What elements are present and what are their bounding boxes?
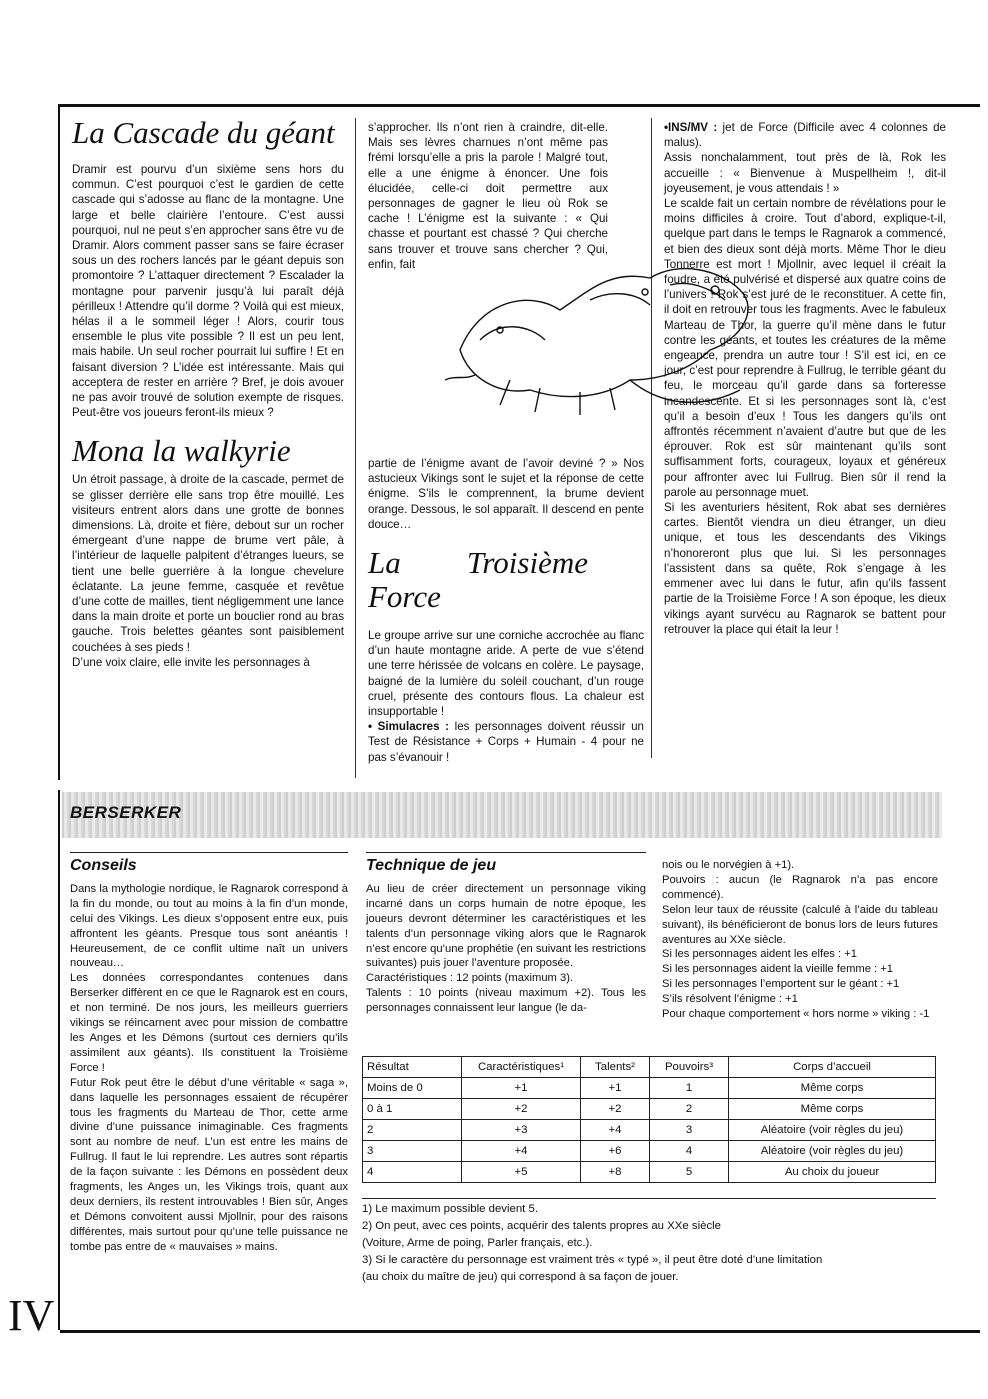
bottom-rule xyxy=(60,1330,980,1333)
berserker-band xyxy=(62,792,942,838)
table-cell: Même corps xyxy=(729,1099,936,1120)
conseils-column xyxy=(70,852,348,1255)
paragraph: Talents : 10 points (niveau maximum +2). Tous les personnages connaissent leur langue (le da- xyxy=(366,987,646,1015)
paragraph: Un étroit passage, à droite de la cascade, permet de se glisser derrière elle sans trop être mouillé. Les visiteurs entrent alors dans une grotte de bonnes dimensions. Là, droite et fière, debout sur un rocher émergeant d’une nappe de brume vert pâle, à l’intérieur de laquelle palpitent d’étranges lueurs, se tient une belle guerrière à la longue chevelure éclatante. La jeune femme, casquée et revêtue d’une cotte de mailles, tient négligemment une lance dans la main droite et porte un bouclier rond au bras gauche. Trois belettes géantes sont paisiblement couchées à ses pieds ! xyxy=(72,473,344,654)
table-cell: 1 xyxy=(650,1078,729,1099)
paragraph: Dramir est pourvu d’un sixième sens hors du commun. C’est pourquoi c’est le gardien de cette cascade qui s’adosse au flanc de la montagne. Une large et belle clairière l’entoure. C’est aussi pourquoi, nul ne peut s’en approcher sans être vu de Dramir. Alors comment passer sans se faire écraser sous un des rochers lancés par le géant depuis son promontoire ? L’attaquer directement ? Escalader la montagne pour parvenir jusqu’à lui paraît déjà périlleux ! Attendre qu’il dorme ? Voilà qui est mieux, hélas il a le sommeil léger ! Alors, courir tous ensemble le plus vite possible ? Il est un peu lent, mais habile. Un seul rocher pourrait lui suffire ! Et en faisant diversion ? L’idée est intéressante. Mais qui acceptera de rester en arrière ? Bref, je dois avouer ne pas avoir trouvé de solution exempte de risques. Peut-être vos joueurs feront-ils mieux ? xyxy=(72,163,344,420)
paragraph: Assis nonchalamment, tout près de là, Rok les accueille : « Bienvenue à Muspellheim !, dit-il joyeusement, je vous attendais ! » xyxy=(664,151,946,195)
table-cell: +1 xyxy=(581,1078,650,1099)
column-3 xyxy=(664,120,946,637)
table-header-row xyxy=(363,1057,936,1078)
footnote: (Voiture, Arme de poing, Parler français, etc.). xyxy=(362,1237,593,1249)
table-header: Talents² xyxy=(581,1057,650,1078)
paragraph: s’approcher. Ils n’ont rien à craindre, dit-elle. Mais ses lèvres charnues n’ont même pas frémi lorsqu’elle a pris la parole ! Malgré tout, elle a une énigme à énoncer. Une fois élucidée, celle-ci doit permettre aux personnages de gagner le lieu où Rok se cache ! L’énigme est la suivante : « Qui chasse et pourtant est chassé ? Qui cherche sans trouver et trouve sans chercher ? Qui, enfin, fait xyxy=(368,121,608,271)
table-cell: Même corps xyxy=(729,1078,936,1099)
footnote: 1) Le maximum possible devient 5. xyxy=(362,1203,539,1215)
table-header: Pouvoirs³ xyxy=(650,1057,729,1078)
paragraph: partie de l’énigme avant de l’avoir deviné ? » Nos astucieux Vikings sont le sujet et la réponse de cette énigme. S’ils le comprennent, la brume devient orange. Dessous, le sol apparaît. Il descend en pente douce… xyxy=(368,457,644,531)
bonus-table xyxy=(362,1056,936,1183)
top-rule xyxy=(60,104,980,107)
column-1 xyxy=(72,116,344,670)
table-cell: +3 xyxy=(462,1120,581,1141)
section-title-mona: Mona la walkyrie xyxy=(72,433,291,469)
table-cell: 4 xyxy=(363,1162,462,1183)
table-cell: 4 xyxy=(650,1141,729,1162)
table-header: Corps d’accueil xyxy=(729,1057,936,1078)
technique-column xyxy=(366,852,646,1016)
paragraph: Le groupe arrive sur une corniche accrochée au flanc d’un haute montagne aride. A perte de vue s’étend une terre hérissée de volcans en colère. Le paysage, baigné de la lumière du soleil couchant, d’un rouge cruel, présente des contours flous. La chaleur est insupportable ! xyxy=(368,629,644,719)
paragraph: nois ou le norvégien à +1). xyxy=(662,859,795,871)
left-rule xyxy=(58,104,60,780)
section-title-troisieme-force: La Troisième Force xyxy=(368,545,588,615)
table-cell: +6 xyxy=(581,1141,650,1162)
paragraph: D’une voix claire, elle invite les personnages à xyxy=(72,655,310,669)
table-cell: 0 à 1 xyxy=(363,1099,462,1120)
left-rule-lower xyxy=(58,790,60,1330)
paragraph xyxy=(368,719,644,765)
simulacres-text: les personnages doivent réussir un Test de Résistance + Corps + Humain - 4 pour ne pas s’évanouir ! xyxy=(368,720,644,764)
table-cell: Aléatoire (voir règles du jeu) xyxy=(729,1141,936,1162)
column-separator xyxy=(651,118,652,758)
ins-mv-text: jet de Force (Difficile avec 4 colonnes de malus). xyxy=(664,121,946,150)
paragraph: Caractéristiques : 12 points (maximum 3). xyxy=(366,972,574,985)
table-cell: 2 xyxy=(650,1099,729,1120)
table-row xyxy=(363,1099,936,1120)
table-cell: Au choix du joueur xyxy=(729,1162,936,1183)
table-cell: Aléatoire (voir règles du jeu) xyxy=(729,1120,936,1141)
paragraph: Selon leur taux de réussite (calculé à l’aide du tableau suivant), ils bénéficieront de bonus lors de leurs futures aventures au XXe siècle. xyxy=(662,903,938,946)
column-2-lower xyxy=(368,456,644,765)
table-row xyxy=(363,1078,936,1099)
paragraph: Les données correspondantes contenues dans Berserker diffèrent en ce que le Ragnarok est en cours, et non terminé. De nos jours, les meilleurs guerriers vikings se réincarnent avec pour mission de combattre les Anges et les Démons (surtout ces derniers qu’ils assimilent aux géants). Ils constituent la Troisième Force ! xyxy=(70,972,348,1074)
table-header: Caractéristiques¹ xyxy=(462,1057,581,1078)
paragraph: Futur Rok peut être le début d’une véritable « saga », dans laquelle les personnages essaient de récupérer tous les fragments du Marteau de Thor, cette arme divine d’une puissance inimaginable. Ces fragments sont au nombre de neuf. L’un est entre les mains de Fullrug. Il faut le lui reprendre. Les autres sont répartis de la façon suivante : les Démons en possèdent deux fragments, les Anges un, les Vikings trois, quant aux deux derniers, ils restent introuvables ! Bien sûr, Anges et Démons convoitent aussi Mjollnir, pour des raisons différentes, mais surtout pour qu’une telle puissance ne tombe pas entre de « mauvaises » mains. xyxy=(70,1076,348,1253)
table-cell: 5 xyxy=(650,1162,729,1183)
list-item: Pour chaque comportement « hors norme » viking : -1 xyxy=(662,1008,930,1021)
list-item: Si les personnages l’emportent sur le géant : +1 xyxy=(662,978,900,991)
table-notes xyxy=(362,1198,936,1286)
footnote: (au choix du maître de jeu) qui correspond à sa façon de jouer. xyxy=(362,1271,679,1283)
page-number: IV xyxy=(8,1291,55,1340)
footnote: 2) On peut, avec ces points, acquérir des talents propres au XXe siècle xyxy=(362,1220,721,1232)
heading-conseils: Conseils xyxy=(70,857,137,874)
paragraph: Si les aventuriers hésitent, Rok abat ses dernières cartes. Bientôt viendra un dieu étranger, un dieu unique, et tous les descendants des Vikings n’honoreront plus que lui. Si les personnages l’assistent dans sa quête, Rok s’engage à les emmener avec lui dans le futur, afin qu’ils fassent partie de la Troisième Force ! A son époque, les dieux vikings ayant survécu au Ragnarok se battent pour retrouver la place qui était la leur ! xyxy=(664,501,946,636)
table-cell: 2 xyxy=(363,1120,462,1141)
table-cell: +2 xyxy=(581,1099,650,1120)
table-cell: +1 xyxy=(462,1078,581,1099)
label-simulacres: • Simulacres : xyxy=(368,720,450,734)
heading-technique: Technique de jeu xyxy=(366,857,497,874)
table-cell: 3 xyxy=(650,1120,729,1141)
column-separator xyxy=(355,118,356,778)
table-cell: +4 xyxy=(462,1141,581,1162)
paragraph: Au lieu de créer directement un personnage viking incarné dans un corps humain de notre époque, les joueurs devront déterminer les caractéristiques et les talents d’un personnage viking alors que le Ragnarok n’est encore qu’une prophétie (en suivant les restrictions suivantes) puis jouer l’aventure proposée. xyxy=(366,882,646,970)
list-item: Si les personnages aident les elfes : +1 xyxy=(662,948,857,961)
paragraph: Le scalde fait un certain nombre de révélations pour le moins difficiles à croire. Tout d’abord, explique-t-il, quelque part dans le temps le Ragnarok a commencé, et bien des dieux sont déjà morts. Même Thor le dieu Tonnerre est mort ! Mjollnir, avec lequel il créait la foudre, a été pulvérisé et dispersé aux quatre coins de l’univers ! Rok s’est juré de le reconstituer. A cette fin, il doit en retrouver tous les fragments. Avec le fabuleux Marteau de Thor, la guerre qu’il mène dans le futur contre les géants, et toutes les créatures de la même engeance, prendra un autre tour ! S’il est ici, en ce jour, c’est pour reprendre à Fullrug, le terrible géant du feu, le morceau qu’il garde dans sa forteresse incandescente. Et si les personnages sont là, c’est qu’il a besoin d’eux ! Tous les dangers qu’ils ont affrontés récemment n’avaient d’autre but que de les éprouver. Rok est sûr maintenant qu’ils sont suffisamment forts, courageux, loyaux et généreux pour affronter avec lui Fullrug. Bien sûr il rend la parole au personnage muet. xyxy=(664,197,946,499)
table-cell: +4 xyxy=(581,1120,650,1141)
table-row xyxy=(363,1141,936,1162)
heading-rule xyxy=(70,852,348,853)
list-item: S’ils résolvent l’énigme : +1 xyxy=(662,993,798,1006)
table-cell: 3 xyxy=(363,1141,462,1162)
table-header: Résultat xyxy=(363,1057,462,1078)
table-row xyxy=(363,1120,936,1141)
paragraph: Pouvoirs : aucun (le Ragnarok n’a pas encore commencé). xyxy=(662,873,938,901)
paragraph: Dans la mythologie nordique, le Ragnarok correspond à la fin du monde, ou tout au moins à la fin d’un monde, celui des Vikings. Les dieux s’opposent entre eux, puis affrontent les géants. Presque tous sont anéantis ! Heureusement, de ce conflit ultime naît un univers nouveau… xyxy=(70,882,348,970)
box-column-3 xyxy=(662,858,938,1022)
table-cell: +5 xyxy=(462,1162,581,1183)
table-row xyxy=(363,1162,936,1183)
label-ins-mv: •INS/MV : xyxy=(664,121,718,134)
heading-rule xyxy=(366,852,646,853)
table-cell: +2 xyxy=(462,1099,581,1120)
table-cell: +8 xyxy=(581,1162,650,1183)
footnote: 3) Si le caractère du personnage est vraiment très « typé », il peut être doté d’une limitation xyxy=(362,1254,823,1266)
section-title-cascade: La Cascade du géant xyxy=(72,115,335,150)
list-item: Si les personnages aident la vieille femme : +1 xyxy=(662,963,894,976)
paragraph xyxy=(664,120,946,150)
berserker-title: BERSERKER xyxy=(70,803,182,822)
table-cell: Moins de 0 xyxy=(363,1078,462,1099)
